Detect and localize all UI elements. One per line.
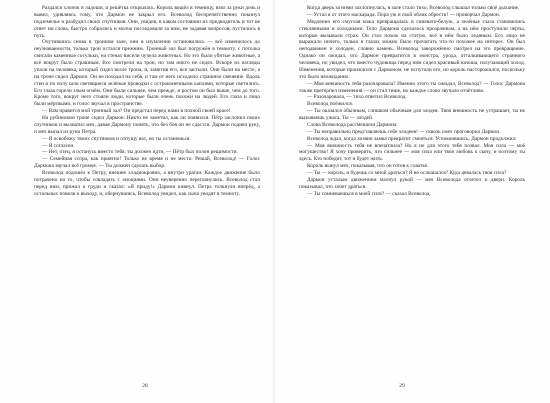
paragraph: — Ты — король, и будешь со мной драться? Я не ослышался? Куда девалась твоя сила?	[307, 170, 507, 176]
paragraph: — Вам нравится мой тронный зал? Он предстал перед нами в полной своей красе!	[42, 108, 231, 115]
paragraph: — Ты неправильно представляешь себе злодеев! — сквозь смех проговорил Дармон.	[307, 128, 501, 135]
left-page-text	[34, 5, 260, 198]
paragraph: Всеволод подошёл к Петру, внешне хладнокровно, а внутри ураган. Каждое движение было потрачено на то, чтобы совладать с эмоциями. Они неуверенно переглянулись. Всеволод стал перед ним, прижал к груди и сказал: «Я приду!» Дармон кивнул. Петра толкнули вперёд, а остальных повели к выходу, и, обернувшись, Всеволод увидел, как сына уводят в темноту.	[34, 170, 260, 197]
paragraph: Очутившись снова в тронном зале, они в изумлении остановились — всё изменилось до неузнаваемости, только трон остался прежним. Тронный зал был погружён в темноту, с потолка свисали каменные сосульки, на стенах висели чучела животных. Но это были убитые животные, а всё вокруг было страшным. Все смотрели на трон, но там никто не сидел. Вскоре их взгляды упали на человека, который сидел возле трона, и, заметив его, все застыли. Они были на месте, а на троне сидел Дармон. Он не походил на себя, и там от него исходило страшное свечение. Вдоль стен и по полу шли светящиеся зелёные проводки с остроконечными каплями, которые светились. Его глаза горели злым огнём. Они были сильнее, чем прежде, и ростом он был выше, чем до того. Кроме того, вокруг него стояли люди, которые были очень похожи на людей. Его глаза и лицо были мёртвыми, и голос звучал в пространстве.	[34, 39, 260, 108]
paragraph: Дармон усталым движением махнул рукой — меч Всеволода отлетел к двери. Король показывал, что хочет драться.	[299, 176, 525, 190]
page-number-right: 29	[399, 383, 405, 389]
paragraph: Всеволод поёжился.	[307, 101, 353, 108]
paragraph: — Ты сомневаешься в моей силе? — сказал Всеволод.	[307, 190, 431, 197]
paragraph: — Устал я от этого маскарада. Пора уж и свой облик обрести! — проворчал Дармон.	[307, 11, 501, 18]
paragraph: Всеволод ждал, когда хозяин замка прекратит смеяться. Успокоившись, Дармон продолжил:	[307, 135, 517, 142]
right-page	[275, 0, 550, 403]
paragraph: — Я согласен.	[42, 142, 75, 149]
paragraph: — Моя внешность тебя разочаровала? Именно этого ты ожидал, Всеволод? — Голос Дармона также претерпел изменения — он стал тише, но каждое слово звучало отчётливо.	[299, 80, 525, 94]
paragraph: — Моя внешность тебя не впечатлила? Но я не для этого тебя позвал. Моя сила — моё могущество! Я хочу проверить, что сильнее — моя сила или твоя любовь к сыну, и поэтому ты здесь. Кто победит, тот и будет жить.	[299, 142, 525, 163]
paragraph: Слова Всеволода рассмешили Дармона.	[307, 121, 398, 128]
page-number-left: 28	[142, 383, 148, 389]
paragraph: — Семейная ссора, как приятно! Только не время и не место. Решай, Всеволод! — Голос Дармона звучал всё громче. — Ты должен сделать выбор.	[34, 156, 260, 170]
paragraph: — Ты оказался обычным, слишком обычным для злодея. Твоя внешность не устрашает, ты не вызываешь ужаса. Ты — злодей.	[299, 108, 525, 121]
paragraph: — Нет, отец, я останусь вместо тебя, ты должен идти, — Пётр был полон решимости.	[42, 149, 238, 156]
paragraph: Когда дверь за ними захлопнулась, в зале стало тихо, Всеволод слышал только своё дыхание.	[307, 5, 520, 11]
paragraph: Медленно его смуглая кожа превращалась в синевато-белую, а зелёные глаза становились стеклянными и холодными. Тело Дармона сделалось прозрачным, а на нём проступили черты, которые вызывали страх. Он стал похож на статую, всё в нём было ледяным. Его лицо не выражало ничего, только в глазах можно было прочитать что-то похожее на интерес. Он был неподвижен и холоден, словно камень. Всеволод заворожённо смотрел на это превращение. Однако он ожидал, что Дармон превратится в монстра, урода, отталкивающего странного человека, но увидел, что вместо чудовища перед ним сидел красивый юноша, излучающий холод. Изменения, которые произошли с Дармоном, не испугали его, но король насторожился, поскольку это было неожиданно.	[299, 18, 525, 80]
paragraph: — Разочаровала, — тихо ответил Всеволод.	[307, 94, 407, 101]
right-page-text	[299, 5, 525, 198]
paragraph: Король вынул меч, показывая, что он готов к схватке.	[307, 163, 429, 170]
paragraph: — Я освобожу твоих спутников и отпущу вас, но ты останешься.	[42, 135, 191, 142]
paragraph: На рубиновом троне сидел Дармон. Никто не заметил, как он появился. Пётр заслонил своих спутников и выхватил меч, давая Дармону понять, что без боя он не сдастся. Дармон поднял руку, и меч выпал из руки Петра.	[34, 115, 260, 135]
paragraph: Раздался хлопок в ладоши, и решётка открылась. Король вошёл в темницу, взял за руки дочь и вывел, удивляясь тому, что Дармон не закрыл его. Всеволод беспрепятственно покинул подземелье и разбудил своих спутников. Они, увидев, в каком состоянии их предводитель и тот не ответ ни слова, быстро собрались и молча последовали за ним, не задавая вопросов, пустились в путь.	[34, 5, 260, 39]
